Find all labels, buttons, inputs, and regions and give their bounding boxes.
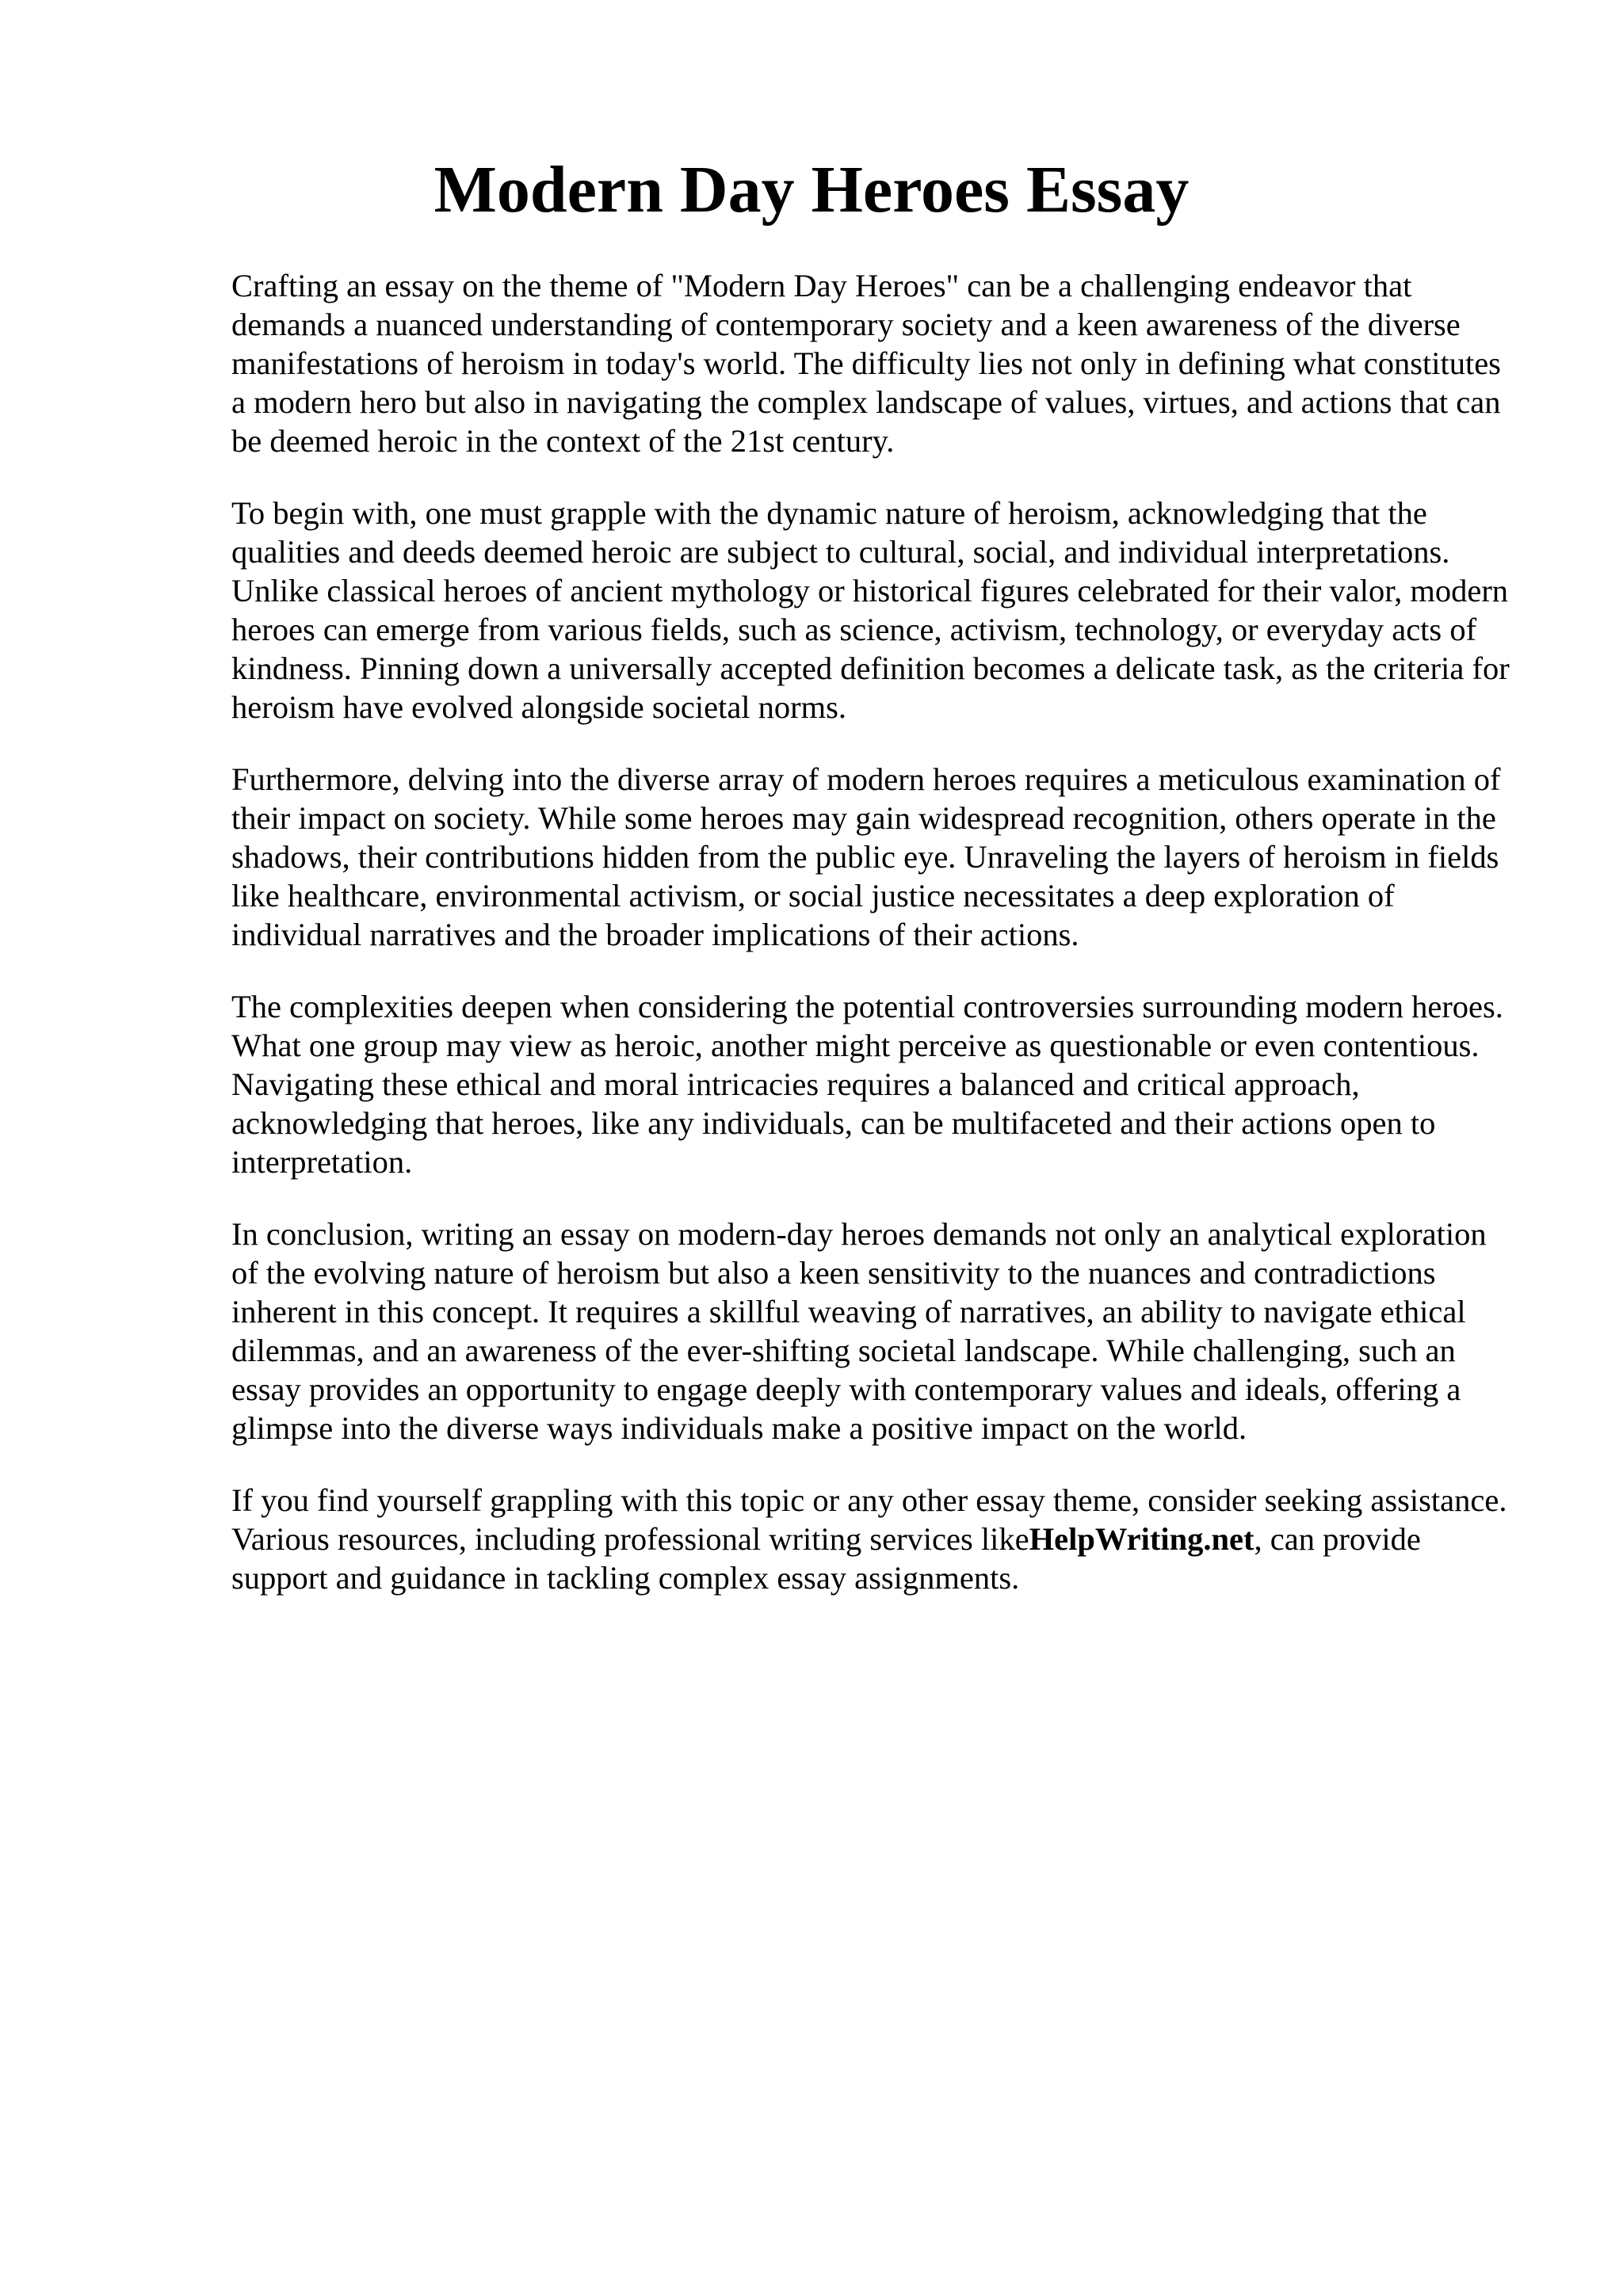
- paragraph-intro: Crafting an essay on the theme of "Modern Day Heroes" can be a challenging endeavor that demands a nuanced understanding of contemporary society and a keen awareness of the diverse manifestations of heroism in today's world. The difficulty lies not only in defining what constitutes a modern hero but also in navigating the complex landscape of values, virtues, and actions that can be deemed heroic in the context of the 21st century.: [231, 268, 1501, 459]
- paragraph-controversies: The complexities deepen when considering the potential controversies surrounding modern heroes. What one group may view as heroic, another might perceive as questionable or even contentious. Navigating these ethical and moral intricacies requires a balanced and critical approach, acknowledging that heroes, like any individuals, can be multifaceted and their actions open to interpretation.: [231, 989, 1503, 1180]
- document-body: [231, 266, 1515, 1630]
- closing-text-before: If you find yourself grappling with this topic or any other essay theme, consider seeking assistance. Various resources, including professional writing services like: [231, 1482, 1507, 1557]
- paragraph-dynamic-nature: To begin with, one must grapple with the dynamic nature of heroism, acknowledging that the qualities and deeds deemed heroic are subject to cultural, social, and individual interpretations. Unlike classical heroes of ancient mythology or historical figures celebrated for their valor, modern heroes can emerge from various fields, such as science, activism, technology, or everyday acts of kindness. Pinning down a universally accepted definition becomes a delicate task, as the criteria for heroism have evolved alongside societal norms.: [231, 495, 1510, 725]
- closing-text-after: , can provide support and guidance in tackling complex essay assignments.: [231, 1521, 1421, 1596]
- document-title: Modern Day Heroes Essay: [433, 153, 1190, 227]
- paragraph-closing: [231, 1481, 1515, 1597]
- paragraph-conclusion: In conclusion, writing an essay on modern-day heroes demands not only an analytical exploration of the evolving nature of heroism but also a keen sensitivity to the nuances and contradictions inherent in this concept. It requires a skillful weaving of narratives, an ability to navigate ethical dilemmas, and an awareness of the ever-shifting societal landscape. While challenging, such an essay provides an opportunity to engage deeply with contemporary values and ideals, offering a glimpse into the diverse ways individuals make a positive impact on the world.: [231, 1216, 1487, 1446]
- paragraph-impact: Furthermore, delving into the diverse array of modern heroes requires a meticulous examination of their impact on society. While some heroes may gain widespread recognition, others operate in the shadows, their contributions hidden from the public eye. Unraveling the layers of heroism in fields like healthcare, environmental activism, or social justice necessitates a deep exploration of individual narratives and the broader implications of their actions.: [231, 761, 1501, 952]
- brand-name: HelpWriting.net: [1029, 1521, 1254, 1557]
